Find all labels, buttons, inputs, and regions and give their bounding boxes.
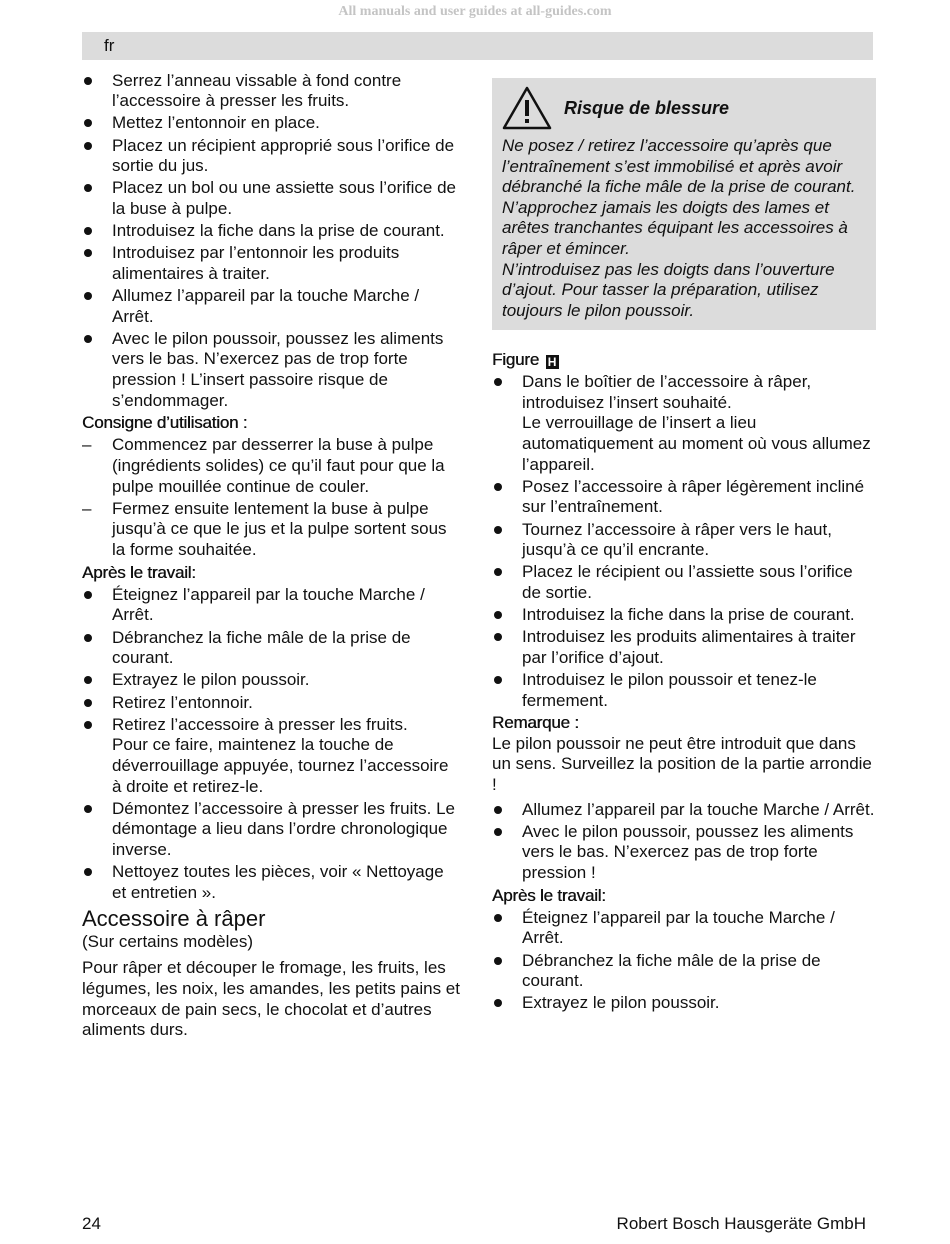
section-paragraph: Pour râper et découper le fromage, les fruits, les légumes, les noix, les amandes, les petits pains et morceaux de pain secs, le chocolat et d’autres aliments durs. <box>82 958 460 1040</box>
list-item: Extrayez le pilon poussoir. <box>492 993 876 1014</box>
bullet-list <box>492 372 876 711</box>
usage-heading: Consigne d’utilisation : <box>82 413 248 433</box>
list-item: Éteignez l’appareil par la touche Marche / Arrêt. <box>492 908 876 949</box>
warning-box <box>492 78 876 330</box>
dash-list <box>82 435 460 560</box>
list-item: Retirez l’entonnoir. <box>82 693 460 714</box>
warning-triangle-icon <box>502 86 552 130</box>
warning-title: Risque de blessure <box>564 98 730 118</box>
list-item-text: Dans le boîtier de l’accessoire à râper, introduisez l’insert souhaité. <box>522 372 812 412</box>
list-item: Introduisez les produits alimentaires à traiter par l’orifice d’ajout. <box>492 627 876 668</box>
bullet-list <box>82 71 460 412</box>
list-item: Extrayez le pilon poussoir. <box>82 670 460 691</box>
after-work-heading: Après le travail: <box>82 562 196 582</box>
bullet-list <box>492 800 876 884</box>
list-item: Introduisez la fiche dans la prise de courant. <box>82 221 460 242</box>
list-item: Avec le pilon poussoir, poussez les aliments vers le bas. N’exercez pas de trop forte pression ! L’insert passoire risque de s’endommager. <box>82 329 460 411</box>
warning-text: N’approchez jamais les doigts des lames et arêtes tranchantes équipant les accessoires à râper et émincer. <box>502 197 848 258</box>
list-item-text: Retirez l’accessoire à presser les fruits. <box>112 714 408 734</box>
list-item: – Fermez ensuite lentement la buse à pulpe jusqu’à ce que le jus et la pulpe sortent sous la forme souhaitée. <box>82 499 460 561</box>
language-bar <box>82 32 873 60</box>
list-item: Placez le récipient ou l’assiette sous l’orifice de sortie. <box>492 562 876 603</box>
list-item: Posez l’accessoire à râper légèrement incliné sur l’entraînement. <box>492 477 876 518</box>
section-subtitle: (Sur certains modèles) <box>82 931 254 951</box>
list-item: Avec le pilon poussoir, poussez les aliments vers le bas. N’exercez pas de trop forte pression ! <box>492 822 876 884</box>
list-item: Placez un bol ou une assiette sous l’orifice de la buse à pulpe. <box>82 178 460 219</box>
list-item: Mettez l’entonnoir en place. <box>82 113 460 134</box>
figure-letter-icon: H <box>546 355 559 369</box>
bullet-list <box>82 585 460 903</box>
list-item: Tournez l’accessoire à râper vers le haut, jusqu’à ce qu’il encrante. <box>492 520 876 561</box>
list-item: Allumez l’appareil par la touche Marche / Arrêt. <box>492 800 876 821</box>
section-title: Accessoire à râper <box>82 906 266 932</box>
figure-heading <box>492 350 876 371</box>
warning-header <box>502 86 864 136</box>
list-item-subtext: Pour ce faire, maintenez la touche de déverrouillage appuyée, tournez l’accessoire à droite et retirez-le. <box>112 735 449 796</box>
page-number: 24 <box>82 1214 101 1233</box>
list-item: – Commencez par desserrer la buse à pulpe (ingrédients solides) ce qu’il faut pour que la pulpe mouillée continue de couler. <box>82 435 460 497</box>
list-item-subtext: Le verrouillage de l’insert a lieu automatiquement au moment où vous allumez l’appareil. <box>522 413 871 474</box>
list-item: Introduisez le pilon poussoir et tenez-le fermement. <box>492 670 876 711</box>
list-item: Nettoyez toutes les pièces, voir « Nettoyage et entretien ». <box>82 862 460 903</box>
bullet-list <box>492 908 876 1014</box>
language-code: fr <box>104 36 115 55</box>
watermark: All manuals and user guides at all-guides.com <box>338 4 612 19</box>
left-column <box>82 69 460 1041</box>
company-name: Robert Bosch Hausgeräte GmbH <box>616 1214 866 1233</box>
remark-heading: Remarque : <box>492 713 579 733</box>
list-item <box>492 372 876 475</box>
figure-label: Figure <box>492 350 539 369</box>
list-item: Débranchez la fiche mâle de la prise de courant. <box>492 951 876 992</box>
warning-text: Ne posez / retirez l’accessoire qu’après que l’entraînement s’est immobilisé et après avoir débranché la fiche mâle de la prise de courant. <box>502 136 856 197</box>
list-item: Éteignez l’appareil par la touche Marche / Arrêt. <box>82 585 460 626</box>
list-item: Débranchez la fiche mâle de la prise de courant. <box>82 628 460 669</box>
list-item: Allumez l’appareil par la touche Marche / Arrêt. <box>82 286 460 327</box>
list-item: Démontez l’accessoire à presser les fruits. Le démontage a lieu dans l’ordre chronologique inverse. <box>82 799 460 861</box>
list-item: Placez un récipient approprié sous l’orifice de sortie du jus. <box>82 136 460 177</box>
warning-text: N’introduisez pas les doigts dans l’ouverture d’ajout. Pour tasser la préparation, utilisez toujours le pilon poussoir. <box>502 259 835 320</box>
list-item: Serrez l’anneau vissable à fond contre l’accessoire à presser les fruits. <box>82 71 460 112</box>
list-item <box>82 715 460 797</box>
list-item: Introduisez par l’entonnoir les produits alimentaires à traiter. <box>82 243 460 284</box>
list-item: Introduisez la fiche dans la prise de courant. <box>492 605 876 626</box>
remark-text: Le pilon poussoir ne peut être introduit que dans un sens. Surveillez la position de la partie arrondie ! <box>492 733 872 795</box>
after-work-heading: Après le travail: <box>492 885 606 905</box>
right-column <box>492 78 876 1014</box>
